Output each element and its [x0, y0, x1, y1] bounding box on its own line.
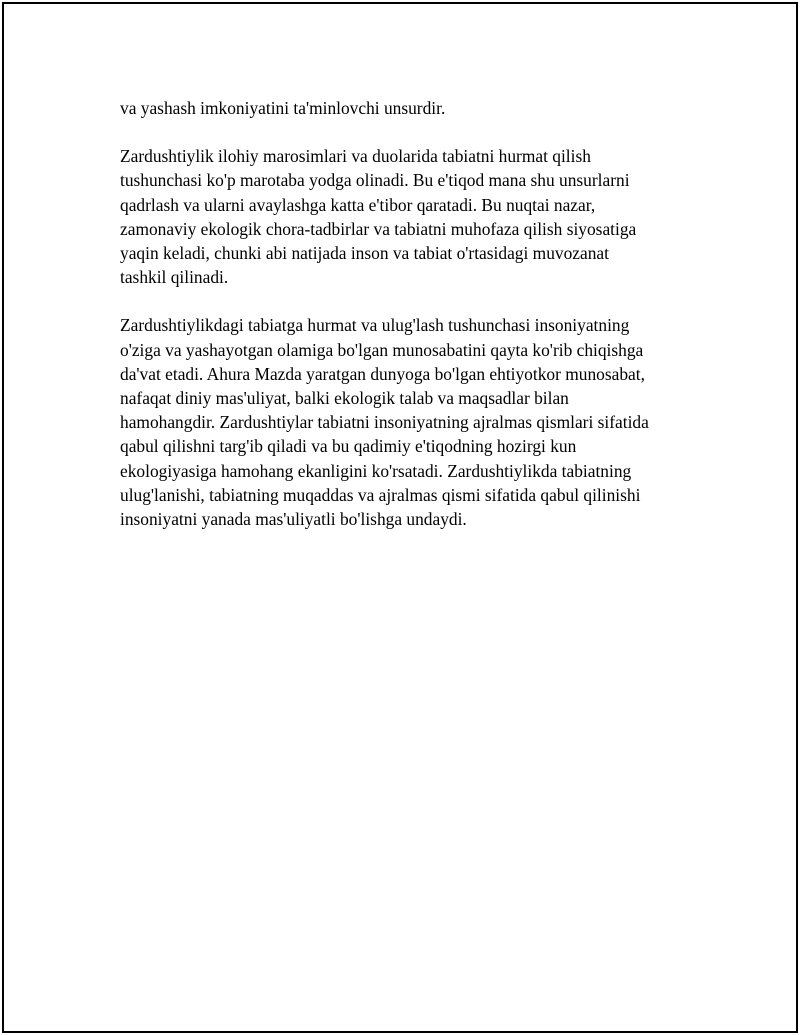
document-page — [2, 2, 798, 1033]
document-body — [120, 96, 700, 555]
paragraph-3: Zardushtiylikdagi tabiatga hurmat va ulug'lash tushunchasi insoniyatning o'ziga va yashayotgan olamiga bo'lgan munosabatini qayta ko'rib chiqishga da'vat etadi. Ahura Mazda yaratgan dunyoga bo'lgan ehtiyotkor munosabat, nafaqat diniy mas'uliyat, balki ekologik talab va maqsadlar bilan hamohangdir. Zardushtiylar tabiatni insoniyatning ajralmas qismlari sifatida qabul qilishni targ'ib qiladi va bu qadimiy e'tiqodning hozirgi kun ekologiyasiga hamohang ekanligini ko'rsatadi. Zardushtiylikda tabiatning ulug'lanishi, tabiatning muqaddas va ajralmas qismi sifatida qabul qilinishi insoniyatni yanada mas'uliyatli bo'lishga undaydi. — [120, 315, 649, 530]
paragraph-1: va yashash imkoniyatini ta'minlovchi unsurdir. — [120, 98, 446, 118]
paragraph-2: Zardushtiylik ilohiy marosimlari va duolarida tabiatni hurmat qilish tushunchasi ko'p marotaba yodga olinadi. Bu e'tiqod mana shu unsurlarni qadrlash va ularni avaylashga katta e'tibor qaratadi. Bu nuqtai nazar, zamonaviy ekologik chora-tadbirlar va tabiatni muhofaza qilish siyosatiga yaqin keladi, chunki abi natijada inson va tabiat o'rtasidagi muvozanat tashkil qilinadi. — [120, 146, 637, 288]
